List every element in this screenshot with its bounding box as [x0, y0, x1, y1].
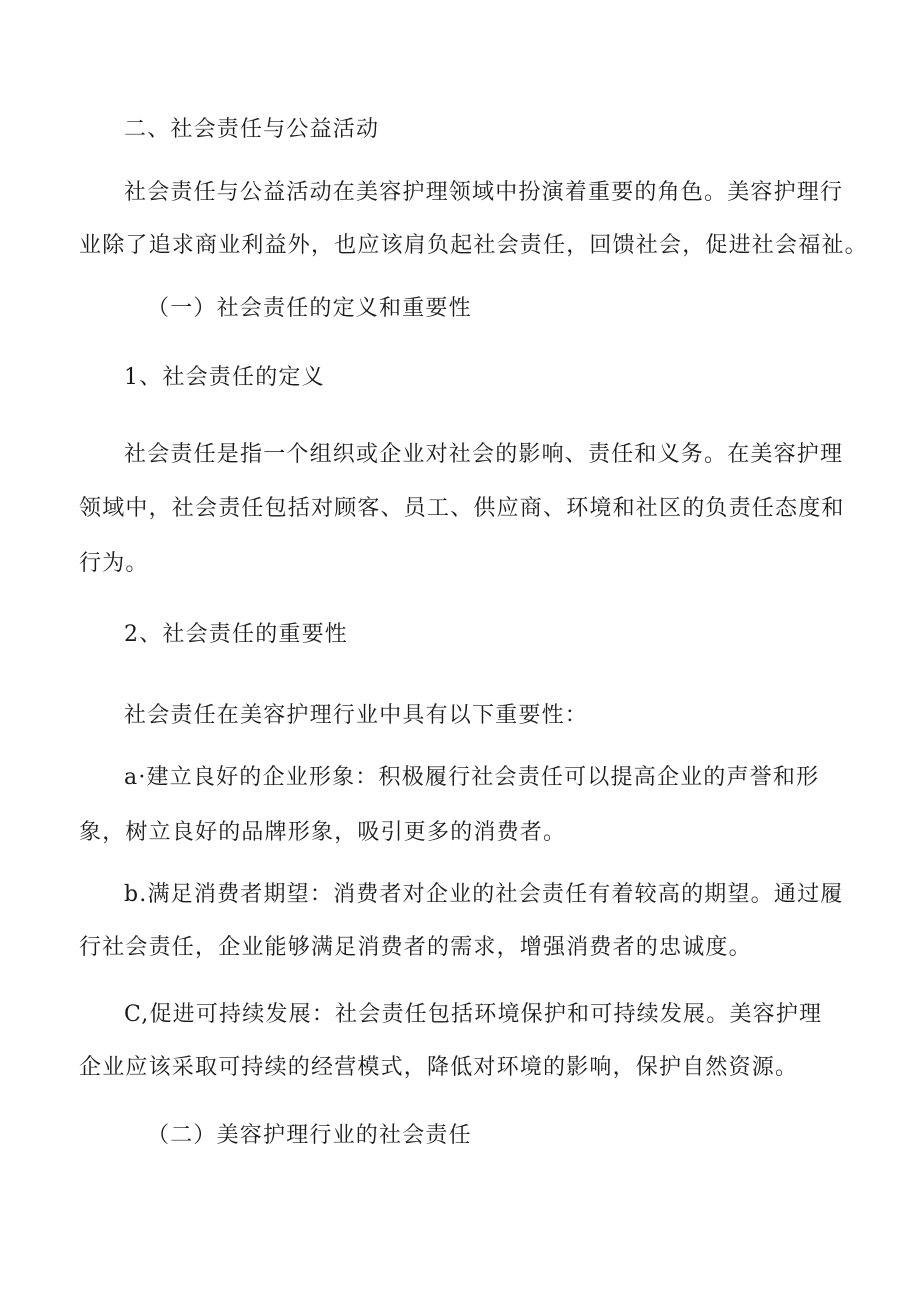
- intro-paragraph-line: 社会责任与公益活动在美容护理领域中扮演着重要的角色。美容护理行: [124, 180, 844, 205]
- list-item-b-line: 行社会责任，企业能够满足消费者的需求，增强消费者的忠诚度。: [79, 935, 752, 960]
- sub-heading: 1、社会责任的定义: [124, 365, 325, 390]
- list-item-b-line: b.满足消费者期望：消费者对企业的社会责任有着较高的期望。通过履: [124, 882, 844, 907]
- intro-paragraph-line: 业除了追求商业利益外，也应该肩负起社会责任，回馈社会，促进社会福祉。: [79, 233, 868, 258]
- subsection-heading: （二）美容护理行业的社会责任: [147, 1123, 472, 1148]
- section-heading: 二、社会责任与公益活动: [124, 117, 380, 142]
- list-item-c-line: C,促进可持续发展：社会责任包括环境保护和可持续发展。美容护理: [124, 1002, 823, 1027]
- list-item-c-line: 企业应该采取可持续的经营模式，降低对环境的影响，保护自然资源。: [79, 1055, 799, 1080]
- sub-heading: 2、社会责任的重要性: [124, 622, 348, 647]
- definition-paragraph-line: 领域中，社会责任包括对顾客、员工、供应商、环境和社区的负责任态度和: [79, 496, 845, 521]
- list-item-a-line: 象，树立良好的品牌形象，吸引更多的消费者。: [79, 820, 567, 845]
- definition-paragraph-line: 行为。: [79, 551, 149, 576]
- importance-intro: 社会责任在美容护理行业中具有以下重要性：: [124, 703, 589, 728]
- subsection-heading: （一）社会责任的定义和重要性: [147, 296, 472, 321]
- definition-paragraph-line: 社会责任是指一个组织或企业对社会的影响、责任和义务。在美容护理: [124, 442, 844, 467]
- list-item-a-line: a·建立良好的企业形象：积极履行社会责任可以提高企业的声誉和形: [124, 765, 820, 790]
